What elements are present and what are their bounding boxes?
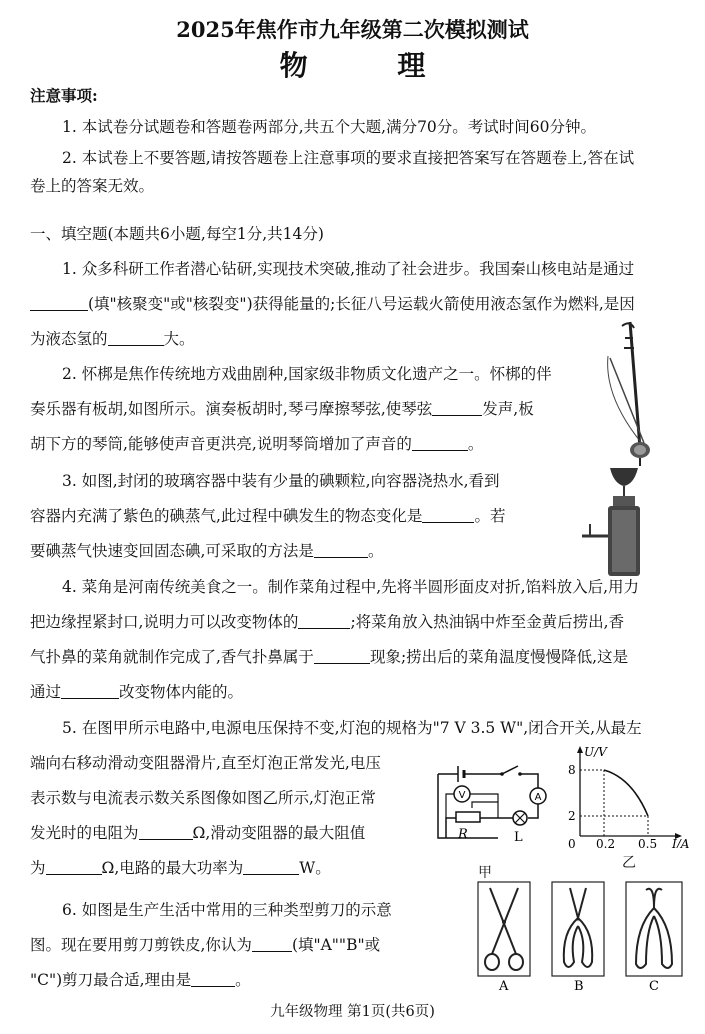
- y-axis-label: U/V: [584, 745, 607, 759]
- answer-blank: [432, 401, 482, 416]
- q4-line4: 通过 改变物体内能的。: [30, 683, 244, 701]
- q2-line2: 奏乐器有板胡,如图所示。演奏板胡时,琴弓摩擦琴弦,使琴弦 发声,板: [30, 400, 534, 418]
- answer-blank: [61, 684, 119, 699]
- q5-line5: 为 Ω,电路的最大功率为 W。: [30, 859, 331, 877]
- banhu-figure: [600, 318, 660, 468]
- answer-blank: [422, 508, 474, 523]
- switch: [502, 766, 518, 774]
- q2-line3: 胡下方的琴筒,能够使声音更洪亮,说明琴筒增加了声音的 。: [30, 435, 484, 453]
- fig-yi-caption: 乙: [622, 855, 636, 871]
- subject-title: 物 理: [279, 49, 466, 82]
- scissors-label-a: A: [499, 979, 509, 992]
- scissors-label-b: B: [574, 979, 584, 992]
- answer-blank: [314, 649, 370, 664]
- section-heading: 一、填空题(本题共6小题,每空1分,共14分): [30, 225, 324, 243]
- svg-text:R: R: [458, 827, 468, 842]
- u-i-curve: [604, 770, 648, 816]
- answer-blank: [243, 860, 299, 875]
- answer-blank: [191, 972, 235, 987]
- rheostat: [456, 812, 480, 822]
- scissors-label-c: C: [649, 979, 659, 992]
- q4-line3: 气扑鼻的菜角就制作完成了,香气扑鼻属于 现象;捞出后的菜角温度慢慢降低,这是: [30, 648, 629, 666]
- notice-heading: 注意事项:: [30, 86, 98, 105]
- q5-line2: 端向右移动滑动变阻器滑片,直至灯泡正常发光,电压: [30, 754, 381, 772]
- q1-line1: 1. 众多科研工作者潜心钻研,实现技术突破,推动了社会进步。我国秦山核电站是通过: [62, 260, 635, 278]
- q5-line3: 表示数与电流表示数关系图像如图乙所示,灯泡正常: [30, 789, 376, 807]
- q1-line2: (填"核聚变"或"核裂变")获得能量的;长征八号运载火箭使用液态氢作为燃料,是因: [30, 294, 635, 314]
- answer-blank: [139, 825, 193, 840]
- q4-line1: 4. 菜角是河南传统美食之一。制作菜角过程中,先将半圆形面皮对折,馅料放入后,用力: [62, 578, 639, 596]
- scissors-b-frame: [552, 882, 604, 976]
- answer-blank: [108, 331, 164, 346]
- q3-line1: 3. 如图,封闭的玻璃容器中装有少量的碘颗粒,向容器浇热水,看到: [62, 472, 500, 490]
- answer-blank: [46, 860, 102, 875]
- y-tick-8: 8: [568, 763, 576, 777]
- q4-line2: 把边缘捏紧封口,说明力可以改变物体的 ;将菜角放入热油锅中炸至金黄后捞出,香: [30, 613, 625, 631]
- svg-text:V: V: [458, 790, 466, 801]
- answer-blank: [298, 614, 350, 629]
- fig-jia-caption: 甲: [478, 865, 492, 881]
- q3-line3: 要碘蒸气快速变回固态碘,可采取的方法是 。: [30, 542, 384, 560]
- notice-item-2-cont: 卷上的答案无效。: [30, 177, 155, 195]
- notice-item-2: 2. 本试卷上不要答题,请按答题卷上注意事项的要求直接把答案写在答题卷上,答在试: [62, 149, 635, 167]
- q1-line3: 为液态氢的 大。: [30, 330, 195, 348]
- answer-blank: [252, 937, 292, 952]
- svg-text:L: L: [514, 830, 523, 845]
- q2-line1: 2. 怀梆是焦作传统地方戏曲剧种,国家级非物质文化遗产之一。怀梆的伴: [62, 365, 552, 383]
- iodine-container-figure: [580, 462, 660, 577]
- page-footer: 九年级物理 第1页(共6页): [270, 1004, 435, 1020]
- ui-graph: [560, 744, 690, 848]
- q5-line1: 5. 在图甲所示电路中,电源电压保持不变,灯泡的规格为"7 V 3.5 W",闭合开关,从最左: [62, 719, 642, 737]
- x-tick-0.5: 0.5: [638, 837, 658, 848]
- x-axis-label: I/A: [672, 837, 690, 848]
- notice-item-1: 1. 本试卷分试题卷和答题卷两部分,共五个大题,满分70分。考试时间60分钟。: [62, 118, 597, 136]
- x-tick-0: 0: [568, 837, 576, 848]
- exam-title: 2025年焦作市九年级第二次模拟测试: [176, 17, 529, 42]
- svg-text:A: A: [534, 792, 542, 803]
- q6-line1: 6. 如图是生产生活中常用的三种类型剪刀的示意: [62, 901, 392, 919]
- x-tick-0.2: 0.2: [596, 837, 616, 848]
- q6-line3: "C")剪刀最合适,理由是 。: [30, 971, 251, 989]
- answer-blank: [30, 296, 88, 311]
- q3-line2: 容器内充满了紫色的碘蒸气,此过程中碘发生的物态变化是 。若: [30, 507, 506, 525]
- answer-blank: [412, 436, 468, 451]
- answer-blank: [314, 543, 368, 558]
- circuit-diagram: [428, 758, 554, 858]
- q6-line2: 图。现在要用剪刀剪铁皮,你认为 (填"A""B"或: [30, 936, 381, 954]
- y-tick-2: 2: [568, 809, 576, 823]
- scissors-figure: [470, 880, 690, 992]
- q5-line4: 发光时的电阻为 Ω,滑动变阻器的最大阻值: [30, 824, 366, 842]
